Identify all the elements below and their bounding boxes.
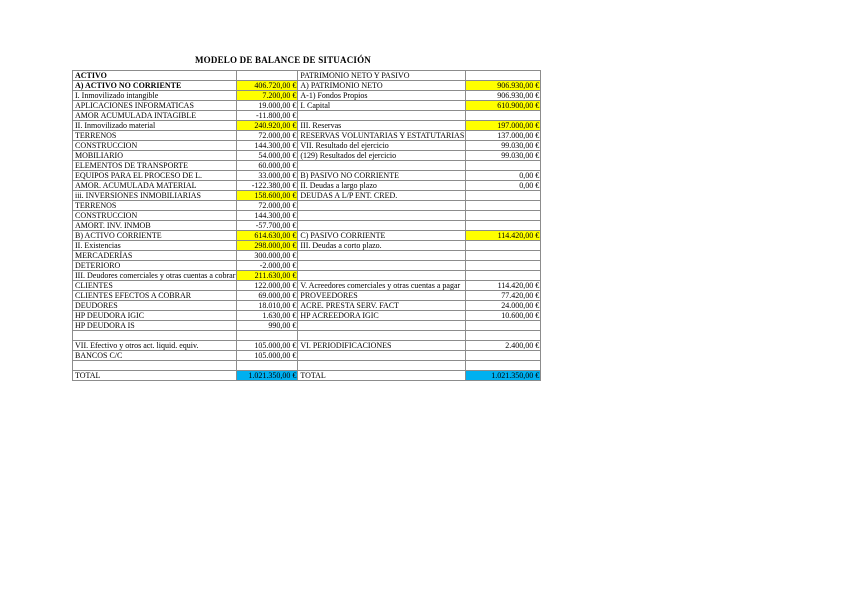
pasivo-value-cell[interactable] <box>466 211 541 221</box>
activo-label-cell[interactable] <box>73 361 237 371</box>
table-row <box>73 81 541 91</box>
pasivo-label-cell[interactable] <box>298 111 466 121</box>
activo-value-cell[interactable]: 7.200,00 € <box>237 91 298 101</box>
table-row <box>73 191 541 201</box>
pasivo-value-cell[interactable] <box>466 331 541 341</box>
table-row <box>73 141 541 151</box>
activo-value-cell[interactable]: 60.000,00 € <box>237 161 298 171</box>
pasivo-label-cell[interactable]: V. Acreedores comerciales y otras cuentas a pagar <box>298 281 466 291</box>
page-title: MODELO DE BALANCE DE SITUACIÓN <box>194 55 372 65</box>
pasivo-value-cell[interactable]: 99.030,00 € <box>466 141 541 151</box>
activo-value-cell[interactable]: 18.010,00 € <box>237 301 298 311</box>
table-row <box>73 281 541 291</box>
table-row <box>73 211 541 221</box>
activo-value-cell[interactable]: 72.000,00 € <box>237 131 298 141</box>
table-row <box>73 321 541 331</box>
pasivo-value-cell[interactable] <box>466 191 541 201</box>
pasivo-value-cell[interactable]: 0,00 € <box>466 171 541 181</box>
activo-label-cell[interactable]: MERCADERÍAS <box>73 251 237 261</box>
table-row <box>73 271 541 281</box>
activo-label-cell[interactable]: EQUIPOS PARA EL PROCESO DE L. <box>73 171 237 181</box>
activo-label-cell[interactable]: ACTIVO <box>73 71 237 81</box>
pasivo-label-cell[interactable] <box>298 331 466 341</box>
activo-label-cell[interactable]: BANCOS C/C <box>73 351 237 361</box>
table-row <box>73 311 541 321</box>
pasivo-value-cell[interactable]: 1.021.350,00 € <box>466 371 541 381</box>
activo-label-cell[interactable]: AMOR. ACUMULADA MATERIAL <box>73 181 237 191</box>
pasivo-value-cell[interactable] <box>466 321 541 331</box>
activo-label-cell[interactable]: iii. INVERSIONES INMOBILIARIAS <box>73 191 237 201</box>
activo-value-cell[interactable]: 1.021.350,00 € <box>237 371 298 381</box>
table-row <box>73 251 541 261</box>
pasivo-label-cell[interactable]: C) PASIVO CORRIENTE <box>298 231 466 241</box>
pasivo-label-cell[interactable]: PATRIMONIO NETO Y PASIVO <box>298 71 466 81</box>
pasivo-value-cell[interactable] <box>466 221 541 231</box>
pasivo-value-cell[interactable]: 99.030,00 € <box>466 151 541 161</box>
table-row <box>73 91 541 101</box>
activo-value-cell[interactable]: 158.600,00 € <box>237 191 298 201</box>
activo-value-cell[interactable]: 72.000,00 € <box>237 201 298 211</box>
pasivo-label-cell[interactable]: III. Deudas a corto plazo. <box>298 241 466 251</box>
pasivo-label-cell[interactable] <box>298 361 466 371</box>
pasivo-label-cell[interactable] <box>298 271 466 281</box>
pasivo-value-cell[interactable] <box>466 271 541 281</box>
pasivo-label-cell[interactable]: VI. PERIODIFICACIONES <box>298 341 466 351</box>
pasivo-value-cell[interactable]: 10.600,00 € <box>466 311 541 321</box>
activo-value-cell[interactable]: -122.380,00 € <box>237 181 298 191</box>
pasivo-label-cell[interactable] <box>298 201 466 211</box>
pasivo-label-cell[interactable] <box>298 251 466 261</box>
table-row <box>73 361 541 371</box>
activo-value-cell[interactable]: 33.000,00 € <box>237 171 298 181</box>
pasivo-value-cell[interactable] <box>466 261 541 271</box>
activo-label-cell[interactable]: ELEMENTOS DE TRANSPORTE <box>73 161 237 171</box>
table-row <box>73 351 541 361</box>
pasivo-value-cell[interactable]: 610.900,00 € <box>466 101 541 111</box>
pasivo-value-cell[interactable] <box>466 201 541 211</box>
pasivo-label-cell[interactable]: II. Deudas a largo plazo <box>298 181 466 191</box>
activo-label-cell[interactable]: II. Existencias <box>73 241 237 251</box>
pasivo-value-cell[interactable] <box>466 161 541 171</box>
activo-value-cell[interactable]: 240.920,00 € <box>237 121 298 131</box>
table-row <box>73 151 541 161</box>
pasivo-label-cell[interactable]: B) PASIVO NO CORRIENTE <box>298 171 466 181</box>
activo-label-cell[interactable]: III. Deudores comerciales y otras cuentas a cobrar <box>73 271 237 281</box>
activo-value-cell[interactable]: 406.720,00 € <box>237 81 298 91</box>
table-row <box>73 71 541 81</box>
pasivo-label-cell[interactable]: PROVEEDORES <box>298 291 466 301</box>
activo-label-cell[interactable]: APLICACIONES INFORMATICAS <box>73 101 237 111</box>
balance-table <box>72 70 541 381</box>
activo-label-cell[interactable]: DEUDORES <box>73 301 237 311</box>
activo-label-cell[interactable]: TERRENOS <box>73 201 237 211</box>
activo-label-cell[interactable]: TERRENOS <box>73 131 237 141</box>
activo-label-cell[interactable]: AMORT. INV. INMOB <box>73 221 237 231</box>
table-row <box>73 241 541 251</box>
activo-label-cell[interactable]: DETERIORO <box>73 261 237 271</box>
table-row <box>73 331 541 341</box>
pasivo-value-cell[interactable]: 906.930,00 € <box>466 91 541 101</box>
activo-value-cell[interactable]: 144.300,00 € <box>237 141 298 151</box>
pasivo-label-cell[interactable] <box>298 221 466 231</box>
pasivo-label-cell[interactable]: III. Reservas <box>298 121 466 131</box>
pasivo-value-cell[interactable]: 114.420,00 € <box>466 281 541 291</box>
activo-value-cell[interactable]: 122.000,00 € <box>237 281 298 291</box>
activo-label-cell[interactable]: B) ACTIVO CORRIENTE <box>73 231 237 241</box>
activo-value-cell[interactable]: 300.000,00 € <box>237 251 298 261</box>
pasivo-label-cell[interactable] <box>298 351 466 361</box>
activo-value-cell[interactable]: -57.700,00 € <box>237 221 298 231</box>
pasivo-value-cell[interactable] <box>466 241 541 251</box>
pasivo-value-cell[interactable]: 0,00 € <box>466 181 541 191</box>
activo-value-cell[interactable]: 1.630,00 € <box>237 311 298 321</box>
activo-label-cell[interactable] <box>73 331 237 341</box>
activo-label-cell[interactable]: CONSTRUCCION <box>73 141 237 151</box>
activo-value-cell[interactable]: -11.800,00 € <box>237 111 298 121</box>
activo-label-cell[interactable]: TOTAL <box>73 371 237 381</box>
table-row <box>73 341 541 351</box>
pasivo-label-cell[interactable] <box>298 211 466 221</box>
activo-value-cell[interactable]: 990,00 € <box>237 321 298 331</box>
activo-value-cell[interactable]: 298.000,00 € <box>237 241 298 251</box>
activo-value-cell[interactable]: 614.630,00 € <box>237 231 298 241</box>
pasivo-label-cell[interactable]: A-1) Fondos Propios <box>298 91 466 101</box>
pasivo-label-cell[interactable] <box>298 161 466 171</box>
activo-label-cell[interactable]: CLIENTES <box>73 281 237 291</box>
activo-value-cell[interactable]: 211.630,00 € <box>237 271 298 281</box>
table-row <box>73 171 541 181</box>
pasivo-label-cell[interactable]: ACRE. PRESTA SERV. FACT <box>298 301 466 311</box>
activo-label-cell[interactable]: HP DEUDORA IS <box>73 321 237 331</box>
activo-value-cell[interactable] <box>237 331 298 341</box>
activo-value-cell[interactable]: 144.300,00 € <box>237 211 298 221</box>
pasivo-value-cell[interactable] <box>466 71 541 81</box>
table-row <box>73 101 541 111</box>
activo-label-cell[interactable]: CLIENTES EFECTOS A COBRAR <box>73 291 237 301</box>
pasivo-label-cell[interactable]: A) PATRIMONIO NETO <box>298 81 466 91</box>
table-row <box>73 161 541 171</box>
activo-value-cell[interactable]: -2.000,00 € <box>237 261 298 271</box>
pasivo-value-cell[interactable]: 2.400,00 € <box>466 341 541 351</box>
table-row <box>73 301 541 311</box>
pasivo-label-cell[interactable]: VII. Resultado del ejercicio <box>298 141 466 151</box>
pasivo-value-cell[interactable]: 114.420,00 € <box>466 231 541 241</box>
activo-value-cell[interactable]: 105.000,00 € <box>237 351 298 361</box>
activo-label-cell[interactable]: HP DEUDORA IGIC <box>73 311 237 321</box>
activo-value-cell[interactable]: 69.000,00 € <box>237 291 298 301</box>
pasivo-label-cell[interactable]: HP ACREEDORA IGIC <box>298 311 466 321</box>
table-row <box>73 111 541 121</box>
pasivo-value-cell[interactable]: 906.930,00 € <box>466 81 541 91</box>
pasivo-label-cell[interactable]: RESERVAS VOLUNTARIAS Y ESTATUTARIAS <box>298 131 466 141</box>
pasivo-label-cell[interactable]: TOTAL <box>298 371 466 381</box>
activo-label-cell[interactable]: AMOR ACUMULADA INTAGIBLE <box>73 111 237 121</box>
pasivo-label-cell[interactable]: DEUDAS A L/P ENT. CRED. <box>298 191 466 201</box>
pasivo-value-cell[interactable]: 137.000,00 € <box>466 131 541 141</box>
pasivo-value-cell[interactable] <box>466 361 541 371</box>
activo-value-cell[interactable]: 19.000,00 € <box>237 101 298 111</box>
table-row <box>73 201 541 211</box>
activo-value-cell[interactable] <box>237 71 298 81</box>
table-row <box>73 371 541 381</box>
pasivo-value-cell[interactable]: 77.420,00 € <box>466 291 541 301</box>
table-row <box>73 131 541 141</box>
activo-label-cell[interactable]: I. Inmovilizado intangible <box>73 91 237 101</box>
pasivo-label-cell[interactable]: I. Capital <box>298 101 466 111</box>
pasivo-value-cell[interactable] <box>466 251 541 261</box>
activo-label-cell[interactable]: A) ACTIVO NO CORRIENTE <box>73 81 237 91</box>
table-row <box>73 221 541 231</box>
table-row <box>73 181 541 191</box>
pasivo-value-cell[interactable]: 197.000,00 € <box>466 121 541 131</box>
table-row <box>73 231 541 241</box>
activo-value-cell[interactable] <box>237 361 298 371</box>
activo-label-cell[interactable]: MOBILIARIO <box>73 151 237 161</box>
pasivo-value-cell[interactable] <box>466 351 541 361</box>
table-row <box>73 121 541 131</box>
pasivo-value-cell[interactable]: 24.000,00 € <box>466 301 541 311</box>
activo-label-cell[interactable]: VII. Efectivo y otros act. liquid. equiv. <box>73 341 237 351</box>
activo-label-cell[interactable]: II. Inmovilizado material <box>73 121 237 131</box>
table-row <box>73 261 541 271</box>
activo-value-cell[interactable]: 105.000,00 € <box>237 341 298 351</box>
pasivo-label-cell[interactable] <box>298 261 466 271</box>
pasivo-value-cell[interactable] <box>466 111 541 121</box>
activo-value-cell[interactable]: 54.000,00 € <box>237 151 298 161</box>
pasivo-label-cell[interactable]: (129) Resultados del ejercicio <box>298 151 466 161</box>
activo-label-cell[interactable]: CONSTRUCCION <box>73 211 237 221</box>
pasivo-label-cell[interactable] <box>298 321 466 331</box>
table-row <box>73 291 541 301</box>
